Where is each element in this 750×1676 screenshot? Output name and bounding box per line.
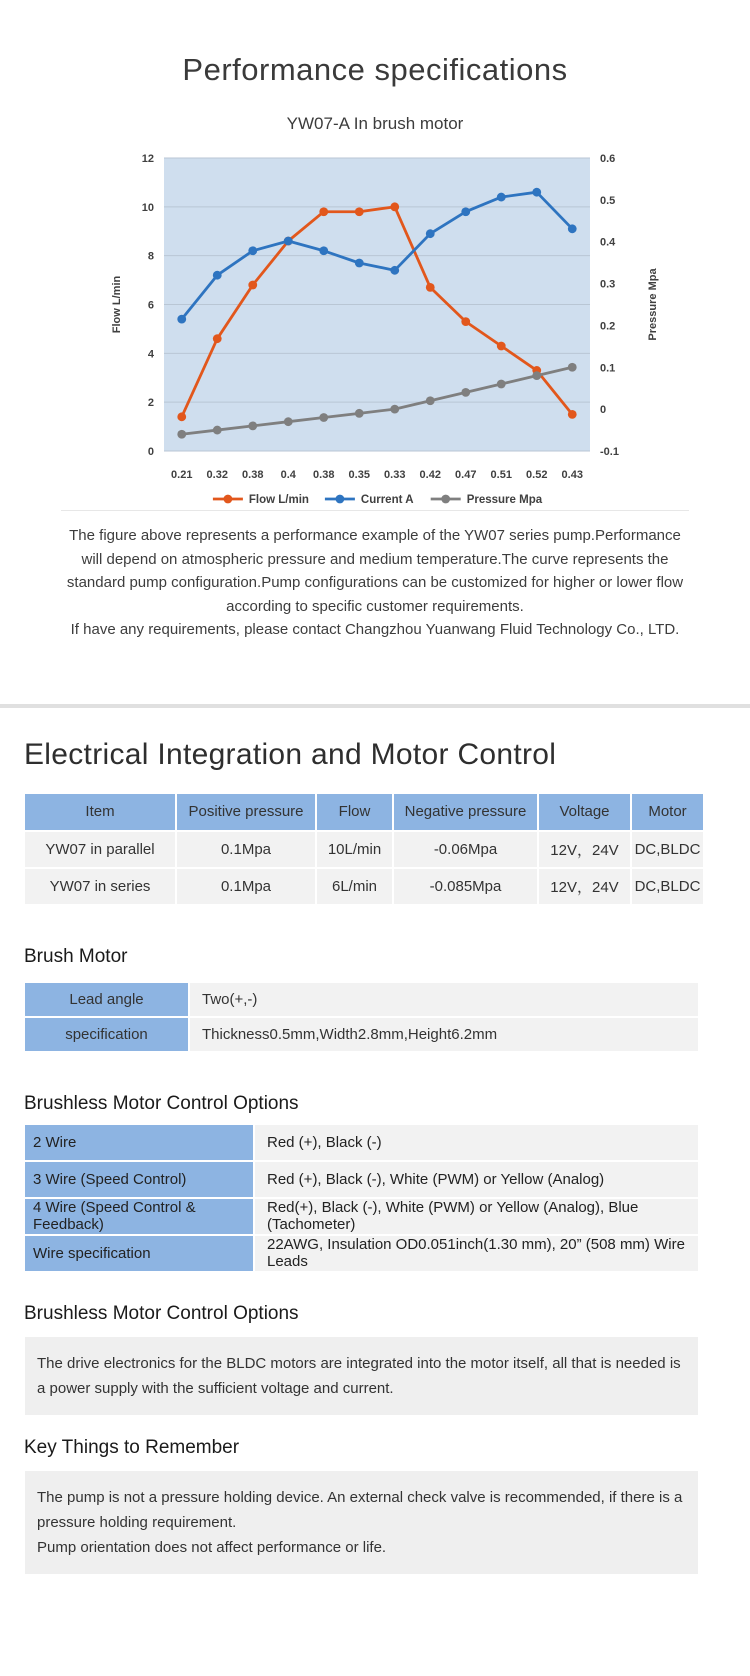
table-row	[25, 1236, 698, 1271]
table-row	[25, 1162, 698, 1197]
data-point	[319, 246, 328, 255]
x-axis-label: 0.51	[490, 469, 512, 481]
cell-flow: 10L/min	[317, 832, 392, 867]
x-axis-label: 0.42	[419, 469, 441, 481]
right-axis-tick: 0.2	[600, 320, 616, 333]
option-key-2-wire: 2 Wire	[25, 1125, 253, 1160]
x-axis-label: 0.32	[206, 469, 228, 481]
table-row	[25, 1018, 698, 1051]
right-axis-tick: 0.4	[600, 236, 616, 249]
key-things-box	[25, 1471, 698, 1574]
cell-negative-pressure: -0.085Mpa	[394, 869, 537, 904]
cell-item: YW07 in series	[25, 869, 175, 904]
data-point	[532, 188, 541, 197]
data-point	[177, 315, 186, 324]
left-axis-tick: 2	[147, 397, 154, 410]
option-value-wire-spec: 22AWG, Insulation OD0.051inch(1.30 mm), 20” (508 mm) Wire Leads	[255, 1236, 698, 1271]
data-point	[426, 396, 435, 405]
contact-line: If have any requirements, please contact Changzhou Yuanwang Fluid Technology Co., LTD.	[70, 621, 680, 638]
left-axis-tick: 8	[147, 250, 154, 263]
data-point	[213, 426, 222, 435]
col-header-item: Item	[25, 794, 175, 830]
brush-value-lead-angle: Two(+,-)	[190, 983, 698, 1016]
cell-motor: DC,BLDC	[632, 869, 703, 904]
data-point	[319, 207, 328, 216]
performance-chart	[0, 146, 750, 508]
right-axis-tick: 0	[600, 404, 607, 417]
option-key-4-wire: 4 Wire (Speed Control & Feedback)	[25, 1199, 253, 1234]
left-axis-title: Flow L/min	[111, 275, 123, 334]
option-key-3-wire: 3 Wire (Speed Control)	[25, 1162, 253, 1197]
x-axis-label: 0.33	[384, 469, 406, 481]
data-point	[461, 317, 470, 326]
data-point	[355, 207, 364, 216]
data-point	[461, 388, 470, 397]
svg-text:Current A: Current A	[360, 494, 414, 506]
x-axis-label: 0.38	[313, 469, 335, 481]
table-row	[25, 869, 703, 904]
electrical-spec-table	[23, 792, 705, 906]
data-point	[568, 363, 577, 372]
cell-positive-pressure: 0.1Mpa	[177, 869, 315, 904]
page-title: Performance specifications	[182, 52, 568, 87]
col-header-flow: Flow	[317, 794, 392, 830]
left-axis-tick: 12	[141, 153, 154, 165]
data-point	[284, 417, 293, 426]
cell-voltage: 12V，24V	[539, 832, 630, 867]
option-value-2-wire: Red (+), Black (-)	[255, 1125, 698, 1160]
data-point	[248, 246, 257, 255]
x-axis-label: 0.47	[455, 469, 477, 481]
line-chart-canvas	[75, 146, 675, 508]
right-axis-tick: 0.3	[600, 278, 616, 291]
table-header-row	[25, 794, 703, 830]
description-text	[61, 510, 689, 642]
left-axis-tick: 4	[147, 348, 154, 361]
table-row	[25, 1199, 698, 1234]
data-point	[532, 371, 541, 380]
x-axis-label: 0.43	[561, 469, 583, 481]
data-point	[319, 413, 328, 422]
data-point	[426, 283, 435, 292]
bldc-info-heading: Brushless Motor Control Options	[24, 1302, 299, 1324]
data-point	[213, 271, 222, 280]
data-point	[355, 259, 364, 268]
legend-item-flow-l-min	[213, 494, 309, 506]
col-header-motor: Motor	[632, 794, 703, 830]
cell-voltage: 12V，24V	[539, 869, 630, 904]
brush-motor-heading: Brush Motor	[24, 945, 128, 967]
cell-motor: DC,BLDC	[632, 832, 703, 867]
col-header-positive-pressure: Positive pressure	[177, 794, 315, 830]
legend-item-current-a	[325, 494, 414, 506]
col-header-negative-pressure: Negative pressure	[394, 794, 537, 830]
right-axis-tick: -0.1	[600, 446, 619, 458]
data-point	[497, 342, 506, 351]
product-spec-page	[0, 52, 750, 1676]
left-axis-tick: 0	[147, 446, 154, 458]
right-axis-tick: 0.5	[600, 194, 616, 207]
table-row	[25, 1125, 698, 1160]
data-point	[248, 281, 257, 290]
brush-value-specification: Thickness0.5mm,Width2.8mm,Height6.2mm	[190, 1018, 698, 1051]
data-point	[497, 193, 506, 202]
data-point	[213, 334, 222, 343]
bldc-info-text: The drive electronics for the BLDC motors are integrated into the motor itself, all that is needed is a power supply with the sufficient voltage and current.	[37, 1354, 681, 1397]
cell-item: YW07 in parallel	[25, 832, 175, 867]
brush-key-lead-angle: Lead angle	[25, 983, 188, 1016]
left-axis-tick: 10	[141, 201, 154, 214]
data-point	[177, 412, 186, 421]
x-axis-label: 0.35	[348, 469, 370, 481]
brushless-options-table	[23, 1123, 700, 1273]
x-axis-label: 0.38	[242, 469, 264, 481]
right-axis-title: Pressure Mpa	[647, 268, 659, 341]
legend-item-pressure-mpa	[431, 494, 543, 506]
section-divider	[0, 704, 750, 708]
data-point	[461, 207, 470, 216]
brushless-options-heading: Brushless Motor Control Options	[24, 1092, 299, 1114]
right-axis-tick: 0.1	[600, 362, 616, 375]
brush-motor-table	[23, 981, 700, 1053]
data-point	[568, 224, 577, 233]
description-paragraph: The figure above represents a performance example of the YW07 series pump.Performance will depend on atmospheric pressure and medium temperature.The curve represents the standard pump configuration.Pump configurations can be customized for higher or lower flow according to specific customer requirements.	[66, 527, 684, 615]
data-point	[248, 421, 257, 430]
key-things-heading: Key Things to Remember	[24, 1436, 240, 1458]
x-axis-label: 0.52	[526, 469, 548, 481]
data-point	[390, 405, 399, 414]
electrical-section-heading: Electrical Integration and Motor Control	[24, 737, 557, 771]
cell-positive-pressure: 0.1Mpa	[177, 832, 315, 867]
data-point	[177, 430, 186, 439]
data-point	[426, 229, 435, 238]
brush-key-specification: specification	[25, 1018, 188, 1051]
table-row	[25, 983, 698, 1016]
option-value-3-wire: Red (+), Black (-), White (PWM) or Yellow (Analog)	[255, 1162, 698, 1197]
cell-negative-pressure: -0.06Mpa	[394, 832, 537, 867]
data-point	[568, 410, 577, 419]
col-header-voltage: Voltage	[539, 794, 630, 830]
left-axis-tick: 6	[147, 299, 154, 312]
bldc-info-box	[25, 1337, 698, 1415]
svg-text:Pressure Mpa: Pressure Mpa	[466, 494, 543, 506]
option-value-4-wire: Red(+), Black (-), White (PWM) or Yellow (Analog), Blue (Tachometer)	[255, 1199, 698, 1234]
option-key-wire-spec: Wire specification	[25, 1236, 253, 1271]
key-things-line1: The pump is not a pressure holding device. An external check valve is recommended, if there is a pressure holding requirement.	[37, 1488, 683, 1531]
svg-text:Flow L/min: Flow L/min	[248, 494, 309, 506]
data-point	[355, 409, 364, 418]
data-point	[390, 202, 399, 211]
right-axis-tick: 0.6	[600, 153, 616, 165]
data-point	[497, 380, 506, 389]
data-point	[284, 237, 293, 246]
cell-flow: 6L/min	[317, 869, 392, 904]
table-row	[25, 832, 703, 867]
x-axis-label: 0.21	[171, 469, 193, 481]
chart-subtitle: YW07-A In brush motor	[286, 114, 464, 133]
key-things-line2: Pump orientation does not affect performance or life.	[37, 1538, 387, 1556]
data-point	[390, 266, 399, 275]
x-axis-label: 0.4	[280, 469, 296, 481]
